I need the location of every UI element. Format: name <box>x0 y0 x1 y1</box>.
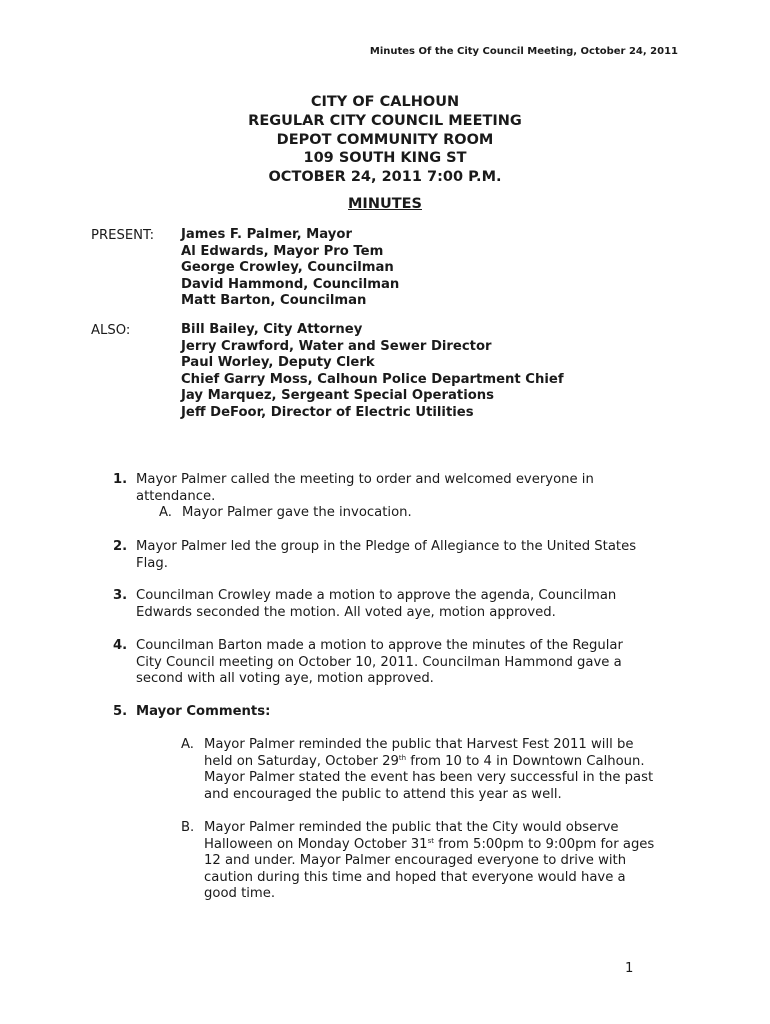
item-4-text <box>136 638 696 688</box>
present-name: Matt Barton, Councilman <box>181 293 367 308</box>
sub-item-letter: A. <box>159 505 172 520</box>
text-line: City Council meeting on October 10, 2011. Councilman Hammond gave a <box>136 654 622 670</box>
also-name: Bill Bailey, City Attorney <box>181 322 363 337</box>
item-number: 3. <box>113 588 128 603</box>
present-list <box>181 227 399 310</box>
text-line: Edwards seconded the motion. All voted aye, motion approved. <box>136 604 556 620</box>
text-line: 12 and under. Mayor Palmer encouraged everyone to drive with <box>204 853 627 868</box>
sub-item-letter: B. <box>181 820 195 835</box>
title-city: CITY OF CALHOUN <box>310 94 460 110</box>
sub-item-b-text <box>204 820 654 903</box>
text-line: caution during this time and hoped that everyone would have a <box>204 869 626 885</box>
present-name: James F. Palmer, Mayor <box>181 227 352 242</box>
present-name: David Hammond, Councilman <box>181 276 400 292</box>
text-line <box>204 754 653 771</box>
text-line: Mayor Palmer reminded the public that the City would observe <box>204 820 619 835</box>
running-header: Minutes Of the City Council Meeting, October 24, 2011 <box>369 46 678 57</box>
also-name: Chief Garry Moss, Calhoun Police Department Chief <box>181 371 564 387</box>
text-fragment: from 10 to 4 in Downtown Calhoun. <box>406 753 645 769</box>
text-fragment: held on Saturday, October 29 <box>204 753 399 769</box>
also-label: ALSO: <box>91 323 131 338</box>
item-3-text <box>136 588 696 621</box>
text-line: Mayor Palmer stated the event has been very successful in the past <box>204 770 654 785</box>
minutes-heading: MINUTES <box>348 196 422 212</box>
also-name: Jay Marquez, Sergeant Special Operations <box>181 388 495 403</box>
sub-item-text: Mayor Palmer gave the invocation. <box>182 505 412 520</box>
item-2-text <box>136 539 696 572</box>
text-line: Mayor Palmer reminded the public that Harvest Fest 2011 will be <box>204 737 634 752</box>
text-line: Mayor Palmer led the group in the Pledge of Allegiance to the United States <box>136 539 637 554</box>
title-address: 109 SOUTH KING ST <box>303 150 467 167</box>
ordinal-suffix: th <box>398 753 407 762</box>
page-number: 1 <box>625 961 634 976</box>
sub-item-a-text <box>204 737 653 803</box>
title-date-time: OCTOBER 24, 2011 7:00 P.M. <box>268 169 502 186</box>
title-block <box>0 93 770 187</box>
item-5-heading: Mayor Comments: <box>136 704 271 719</box>
ordinal-suffix: st <box>427 836 434 845</box>
also-list <box>181 322 564 421</box>
text-line: Mayor Palmer called the meeting to order and welcomed everyone in <box>136 472 594 487</box>
also-name: Jeff DeFoor, Director of Electric Utilities <box>181 404 474 420</box>
present-name: George Crowley, Councilman <box>181 260 394 275</box>
text-line: and encouraged the public to attend this year as well. <box>204 786 562 802</box>
present-name: Al Edwards, Mayor Pro Tem <box>181 243 384 259</box>
text-line: Councilman Crowley made a motion to approve the agenda, Councilman <box>136 588 617 603</box>
text-fragment: from 5:00pm to 9:00pm for ages <box>433 836 655 852</box>
also-name: Paul Worley, Deputy Clerk <box>181 355 375 370</box>
title-location: DEPOT COMMUNITY ROOM <box>276 131 494 148</box>
present-label: PRESENT: <box>91 228 155 243</box>
item-number: 4. <box>113 638 128 653</box>
item-1-text <box>136 472 696 505</box>
also-name: Jerry Crawford, Water and Sewer Director <box>181 338 492 354</box>
text-line: attendance. <box>136 488 216 504</box>
text-line: good time. <box>204 886 276 901</box>
item-number: 5. <box>113 704 128 719</box>
title-meeting-type: REGULAR CITY COUNCIL MEETING <box>248 112 522 129</box>
text-line: second with all voting aye, motion approved. <box>136 671 434 686</box>
item-number: 2. <box>113 539 128 554</box>
text-line <box>204 837 654 854</box>
sub-item-letter: A. <box>181 737 194 752</box>
text-fragment: Halloween on Monday October 31 <box>204 836 428 852</box>
text-line: Councilman Barton made a motion to approve the minutes of the Regular <box>136 638 623 653</box>
text-line: Flag. <box>136 555 168 571</box>
item-number: 1. <box>113 472 128 487</box>
